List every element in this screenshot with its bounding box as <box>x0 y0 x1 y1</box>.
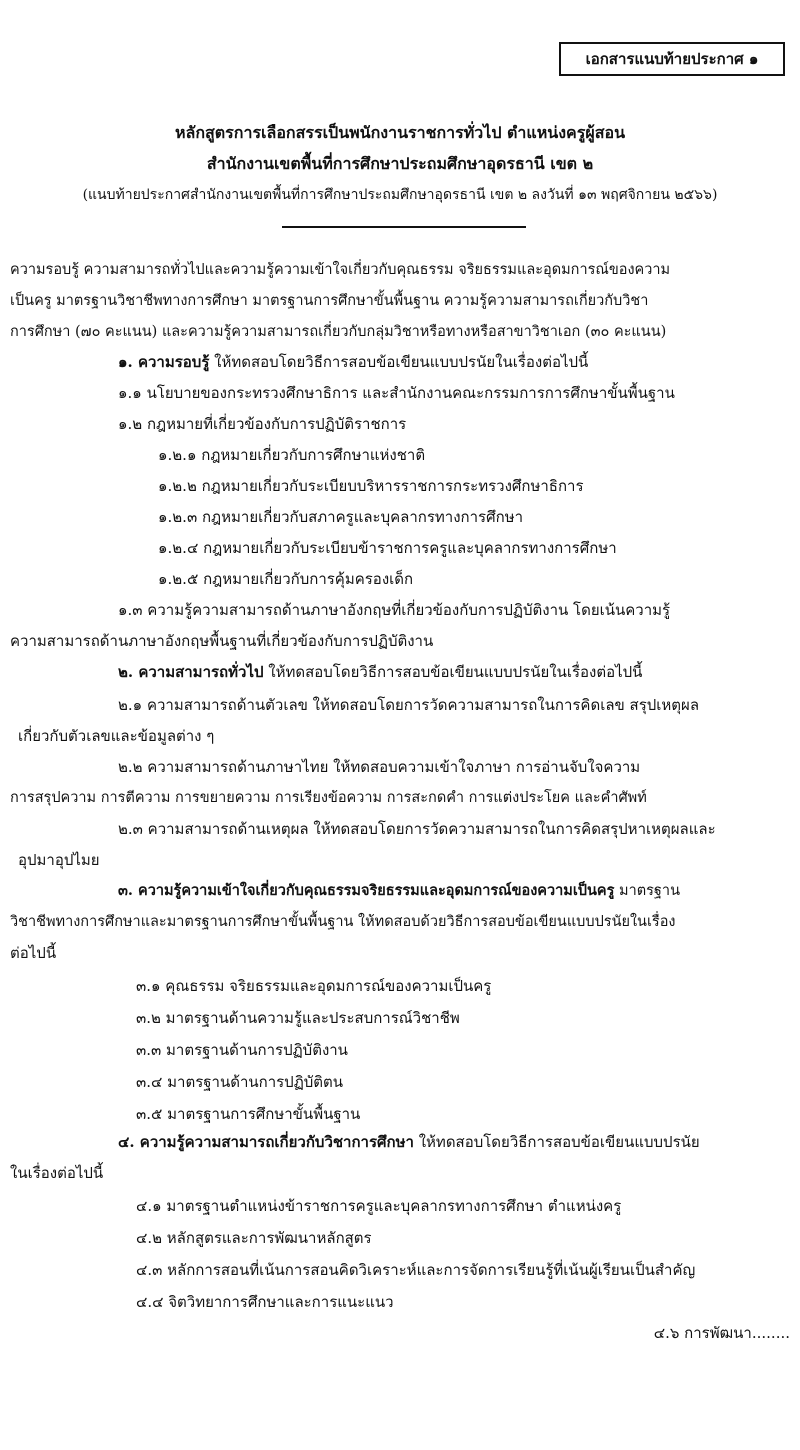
annex-label-box <box>559 42 785 76</box>
item-2-2-line2: การสรุปความ การตีความ การขยายความ การเรียงข้อความ การสะกดคำ การแต่งประโยค และคำศัพท์ <box>10 790 647 806</box>
item-1-2-1: ๑.๒.๑ กฎหมายเกี่ยวกับการศึกษาแห่งชาติ <box>158 446 426 464</box>
section1-heading: ๑. ความรอบรู้ <box>118 353 210 371</box>
section2-line <box>118 661 642 683</box>
item-2-3-line1: ๒.๓ ความสามารถด้านเหตุผล ให้ทดสอบโดยการวัดความสามารถในการคิดสรุปหาเหตุผลและ <box>118 820 716 838</box>
item-3-3: ๓.๓ มาตรฐานด้านการปฏิบัติงาน <box>136 1041 348 1059</box>
section1-text: ให้ทดสอบโดยวิธีการสอบข้อเขียนแบบปรนัยในเรื่องต่อไปนี้ <box>209 353 589 371</box>
item-3-4: ๓.๔ มาตรฐานด้านการปฏิบัติตน <box>136 1073 344 1091</box>
item-1-2-2: ๑.๒.๒ กฎหมายเกี่ยวกับระเบียบบริหารราชการกระทรวงศึกษาธิการ <box>158 477 584 495</box>
doc-title-line2: สำนักงานเขตพื้นที่การศึกษาประถมศึกษาอุดรธานี เขต ๒ <box>206 154 594 173</box>
item-4-3: ๔.๓ หลักการสอนที่เน้นการสอนคิดวิเคราะห์และการจัดการเรียนรู้ที่เน้นผู้เรียนเป็นสำคัญ <box>136 1261 696 1279</box>
item-1-2-3: ๑.๒.๓ กฎหมายเกี่ยวกับสภาครูและบุคลากรทางการศึกษา <box>158 508 524 526</box>
section2-text: ให้ทดสอบโดยวิธีการสอบข้อเขียนแบบปรนัยในเรื่องต่อไปนี้ <box>263 663 643 681</box>
section3-line3: ต่อไปนี้ <box>10 944 57 962</box>
section4-line2: ในเรื่องต่อไปนี้ <box>10 1164 104 1182</box>
title-divider <box>282 226 526 228</box>
intro-line3: การศึกษา (๗๐ คะแนน) และความรู้ความสามารถเกี่ยวกับกลุ่มวิชาหรือทางหรือสาขาวิชาเอก (๓๐ คะแนน) <box>10 324 667 340</box>
item-4-1: ๔.๑ มาตรฐานตำแหน่งข้าราชการครูและบุคลากรทางการศึกษา ตำแหน่งครู <box>136 1197 622 1215</box>
item-1-2-5: ๑.๒.๕ กฎหมายเกี่ยวกับการคุ้มครองเด็ก <box>158 570 414 588</box>
doc-title-line3: (แนบท้ายประกาศสำนักงานเขตพื้นที่การศึกษาประถมศึกษาอุดรธานี เขต ๒ ลงวันที่ ๑๓ พฤศจิกายน ๒๕๖๖) <box>82 187 718 203</box>
item-1-1: ๑.๑ นโยบายของกระทรวงศึกษาธิการ และสำนักงานคณะกรรมการการศึกษาขั้นพื้นฐาน <box>118 384 675 402</box>
section2-heading: ๒. ความสามารถทั่วไป <box>118 663 264 681</box>
item-1-2: ๑.๒ กฎหมายที่เกี่ยวข้องกับการปฏิบัติราชการ <box>118 415 407 433</box>
section1-line <box>118 351 588 373</box>
item-2-2-line1: ๒.๒ ความสามารถด้านภาษาไทย ให้ทดสอบความเข้าใจภาษา การอ่านจับใจความ <box>118 758 641 776</box>
section4-line1 <box>118 1131 700 1153</box>
continuation-marker: ๔.๖ การพัฒนา........ <box>653 1324 790 1342</box>
item-3-1: ๓.๑ คุณธรรม จริยธรรมและอุดมการณ์ของความเป็นครู <box>136 977 492 995</box>
item-4-2: ๔.๒ หลักสูตรและการพัฒนาหลักสูตร <box>136 1229 372 1247</box>
item-4-4: ๔.๔ จิตวิทยาการศึกษาและการแนะแนว <box>136 1293 394 1311</box>
item-2-1-line1: ๒.๑ ความสามารถด้านตัวเลข ให้ทดสอบโดยการวัดความสามารถในการคิดเลข สรุปเหตุผล <box>118 696 700 714</box>
section4-text-a: ให้ทดสอบโดยวิธีการสอบข้อเขียนแบบปรนัย <box>413 1133 700 1151</box>
section3-line1 <box>118 880 680 902</box>
item-2-1-line2: เกี่ยวกับตัวเลขและข้อมูลต่าง ๆ <box>18 727 215 745</box>
section3-line2: วิชาชีพทางการศึกษาและมาตรฐานการศึกษาขั้นพื้นฐาน ให้ทดสอบด้วยวิธีการสอบข้อเขียนแบบปรนัยในเรื่อง <box>10 914 676 930</box>
item-3-2: ๓.๒ มาตรฐานด้านความรู้และประสบการณ์วิชาชีพ <box>136 1009 460 1027</box>
section4-heading: ๔. ความรู้ความสามารถเกี่ยวกับวิชาการศึกษา <box>118 1133 414 1151</box>
item-1-2-4: ๑.๒.๔ กฎหมายเกี่ยวกับระเบียบข้าราชการครูและบุคลากรทางการศึกษา <box>158 539 617 557</box>
item-3-5: ๓.๕ มาตรฐานการศึกษาขั้นพื้นฐาน <box>136 1105 361 1123</box>
intro-line2: เป็นครู มาตรฐานวิชาชีพทางการศึกษา มาตรฐานการศึกษาขั้นพื้นฐาน ความรู้ความสามารถเกี่ยวกับวิชา <box>10 293 649 309</box>
section3-text-a: มาตรฐาน <box>614 883 680 899</box>
annex-label: เอกสารแนบท้ายประกาศ ๑ <box>585 50 759 68</box>
item-2-3-line2: อุปมาอุปไมย <box>18 851 100 869</box>
item-1-3-line1: ๑.๓ ความรู้ความสามารถด้านภาษาอังกฤษที่เกี่ยวข้องกับการปฏิบัติงาน โดยเน้นความรู้ <box>118 601 671 619</box>
item-1-3-line2: ความสามารถด้านภาษาอังกฤษพื้นฐานที่เกี่ยวข้องกับการปฏิบัติงาน <box>10 632 434 650</box>
intro-line1: ความรอบรู้ ความสามารถทั่วไปและความรู้ความเข้าใจเกี่ยวกับคุณธรรม จริยธรรมและอุดมการณ์ของความ <box>10 262 671 278</box>
section3-heading: ๓. ความรู้ความเข้าใจเกี่ยวกับคุณธรรมจริยธรรมและอุดมการณ์ของความเป็นครู <box>118 882 615 899</box>
doc-title-line1: หลักสูตรการเลือกสรรเป็นพนักงานราชการทั่วไป ตำแหน่งครูผู้สอน <box>174 123 626 142</box>
